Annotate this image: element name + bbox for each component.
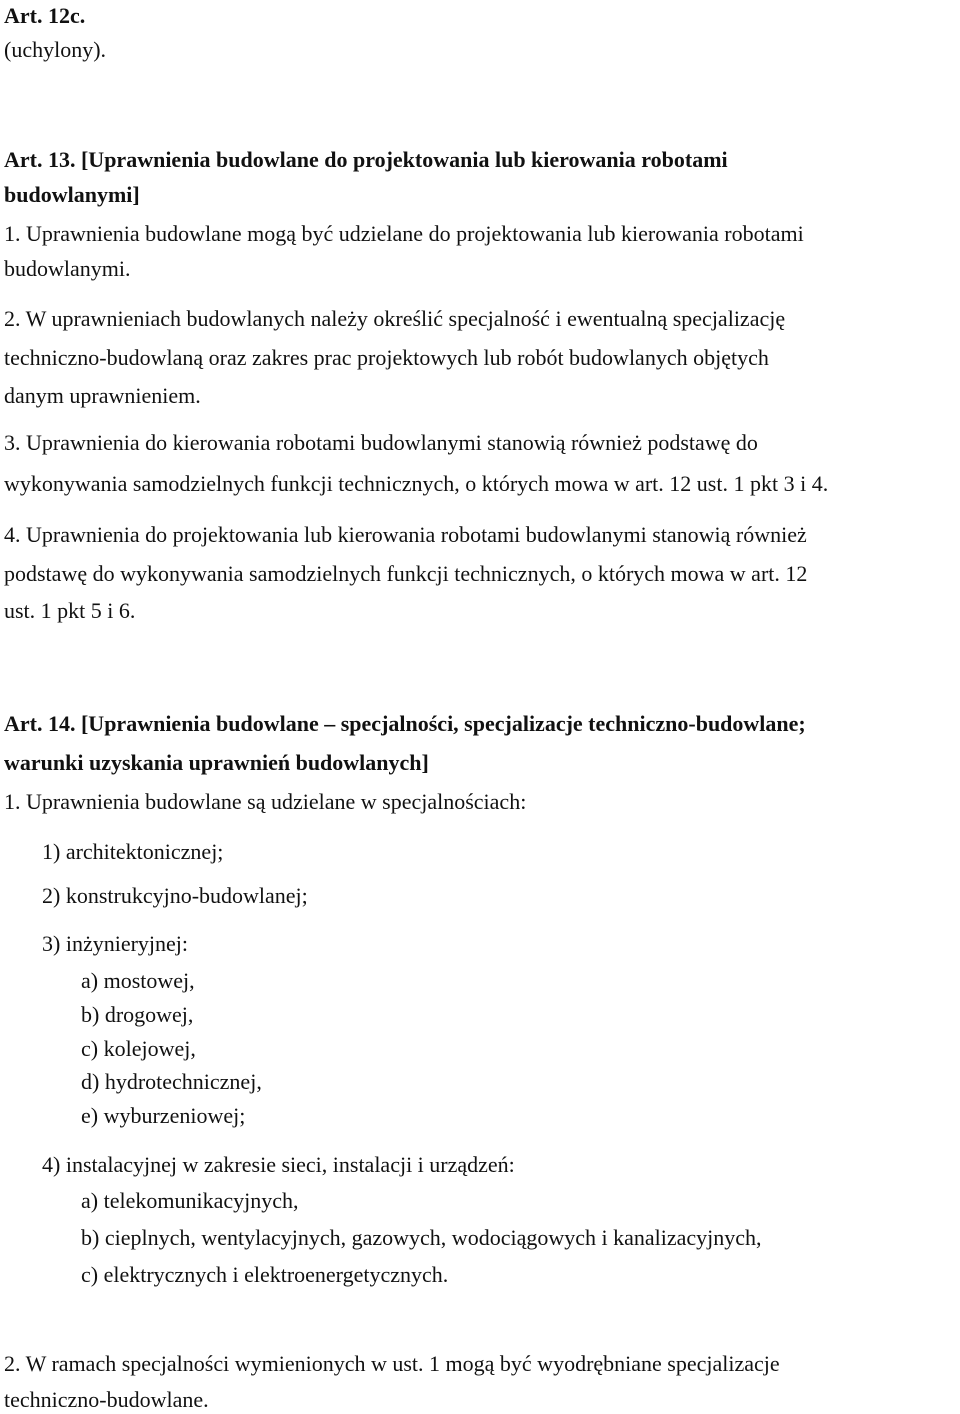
sublist-item-3d: d) hydrotechnicznej, [81,1069,262,1094]
art12c-heading: Art. 12c. [4,3,86,28]
art13-p3-line1: 3. Uprawnienia do kierowania robotami budowlanymi stanowią również podstawę do [4,430,758,455]
art13-p2-line1: 2. W uprawnieniach budowlanych należy określić specjalność i ewentualną specjalizację [4,306,786,331]
art13-p4-line3: ust. 1 pkt 5 i 6. [4,598,136,623]
art14-p2-line2: techniczno-budowlane. [4,1387,209,1412]
art13-p2-line2: techniczno-budowlaną oraz zakres prac projektowych lub robót budowlanych objętych [4,345,769,370]
art13-heading-line1: Art. 13. [Uprawnienia budowlane do projektowania lub kierowania robotami [4,147,728,172]
sublist-item-3e: e) wyburzeniowej; [81,1103,246,1128]
sublist-item-3c: c) kolejowej, [81,1036,196,1061]
sublist-item-3a: a) mostowej, [81,968,195,993]
list-item-2: 2) konstrukcyjno-budowlanej; [42,883,308,908]
art14-heading-line1: Art. 14. [Uprawnienia budowlane – specjalności, specjalizacje techniczno-budowlane; [4,711,806,736]
art14-heading-line2: warunki uzyskania uprawnień budowlanych] [4,750,429,775]
art13-p4-line2: podstawę do wykonywania samodzielnych funkcji technicznych, o których mowa w art. 12 [4,561,808,586]
list-item-1: 1) architektonicznej; [42,839,224,864]
art13-p3-line2: wykonywania samodzielnych funkcji technicznych, o których mowa w art. 12 ust. 1 pkt 3 i 4. [4,471,829,496]
sublist-item-4c: c) elektrycznych i elektroenergetycznych. [81,1262,449,1287]
art14-p1-intro: 1. Uprawnienia budowlane są udzielane w specjalnościach: [4,789,527,814]
art13-p1-line2: budowlanymi. [4,256,131,281]
sublist-item-4b: b) cieplnych, wentylacyjnych, gazowych, wodociągowych i kanalizacyjnych, [81,1225,762,1250]
sublist-item-4a: a) telekomunikacyjnych, [81,1188,299,1213]
list-item-3: 3) inżynieryjnej: [42,931,189,956]
art13-heading-line2: budowlanymi] [4,182,140,207]
art14-p2-line1: 2. W ramach specjalności wymienionych w ust. 1 mogą być wyodrębniane specjalizacje [4,1351,780,1376]
art13-p4-line1: 4. Uprawnienia do projektowania lub kierowania robotami budowlanymi stanowią również [4,522,807,547]
sublist-item-3b: b) drogowej, [81,1002,194,1027]
list-item-4: 4) instalacyjnej w zakresie sieci, instalacji i urządzeń: [42,1152,515,1177]
art13-p2-line3: danym uprawnieniem. [4,383,201,408]
art13-p1-line1: 1. Uprawnienia budowlane mogą być udzielane do projektowania lub kierowania robotami [4,221,804,246]
art12c-body: (uchylony). [4,37,107,62]
